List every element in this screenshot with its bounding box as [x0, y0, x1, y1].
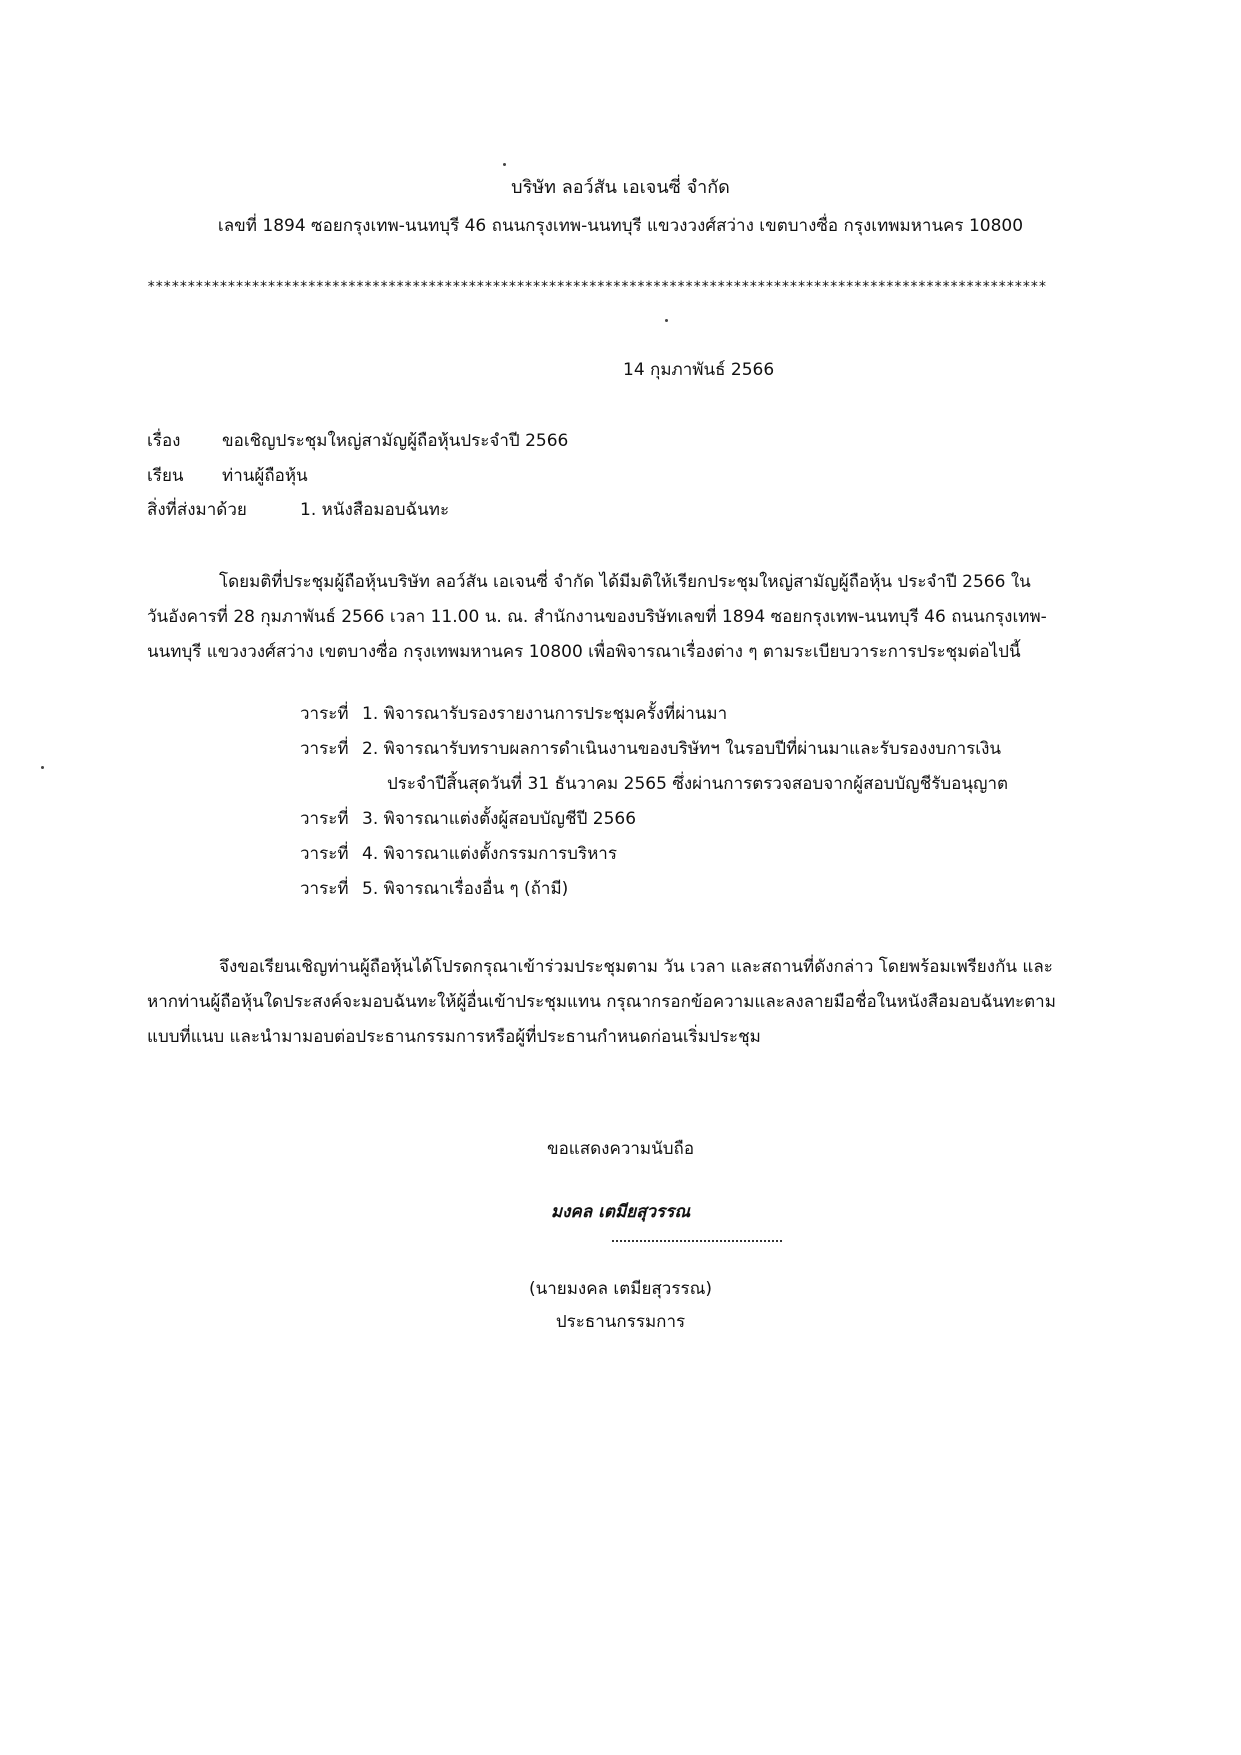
agenda-text: 5. พิจารณาเรื่องอื่น ๆ (ถ้ามี): [362, 879, 569, 899]
scan-speck: [41, 766, 44, 769]
intro-paragraph: [147, 565, 1157, 670]
agenda-item: [300, 802, 1130, 837]
invitation-line: หากท่านผู้ถือหุ้นใดประสงค์จะมอบฉันทะให้ผู้อื่นเข้าประชุมแทน กรุณากรอกข้อความและลงลายมือชื่อในหนังสือมอบฉันทะตาม: [147, 992, 1056, 1012]
agenda-label: วาระที่: [300, 844, 349, 864]
agenda-label: วาระที่: [300, 879, 349, 899]
scan-speck: [503, 163, 506, 166]
agenda-text: 4. พิจารณาแต่งตั้งกรรมการบริหาร: [362, 844, 617, 864]
recipient-label: เรียน: [147, 466, 184, 486]
intro-line: โดยมติที่ประชุมผู้ถือหุ้นบริษัท ลอว์สัน เอเจนซี่ จำกัด ได้มีมติให้เรียกประชุมใหญ่สามัญผู้ถือหุ้น ประจำปี 2566 ใน: [219, 572, 1031, 592]
signature: มงคล เตมียสุวรรณ: [550, 1202, 691, 1222]
agenda-label: วาระที่: [300, 704, 349, 724]
agenda-list: [300, 697, 1130, 907]
intro-line: นนทบุรี แขวงวงศ์สว่าง เขตบางซื่อ กรุงเทพมหานคร 10800 เพื่อพิจารณาเรื่องต่าง ๆ ตามระเบียบวาระการประชุมต่อไปนี้: [147, 642, 1021, 662]
intro-line: วันอังคารที่ 28 กุมภาพันธ์ 2566 เวลา 11.00 น. ณ. สำนักงานของบริษัทเลขที่ 1894 ซอยกรุงเทพ-นนทบุรี 46 ถนนกรุงเทพ-: [147, 607, 1047, 627]
signatory-title: ประธานกรรมการ: [555, 1312, 686, 1332]
agenda-item: [300, 697, 1130, 732]
agenda-item: [300, 732, 1130, 802]
invitation-paragraph: [147, 950, 1157, 1055]
subject-label: เรื่อง: [147, 431, 181, 451]
enclosure-label: สิ่งที่ส่งมาด้วย: [147, 500, 247, 520]
signatory-name: (นายมงคล เตมียสุวรรณ): [528, 1279, 713, 1299]
letter-date: 14 กุมภาพันธ์ 2566: [623, 360, 775, 380]
subject-text: ขอเชิญประชุมใหญ่สามัญผู้ถือหุ้นประจำปี 2566: [222, 431, 569, 451]
agenda-text: 2. พิจารณารับทราบผลการดำเนินงานของบริษัทฯ ในรอบปีที่ผ่านมาและรับรองงบการเงิน: [362, 739, 1002, 759]
agenda-item: [300, 837, 1130, 872]
invitation-line: จึงขอเรียนเชิญท่านผู้ถือหุ้นได้โปรดกรุณาเข้าร่วมประชุมตาม วัน เวลา และสถานที่ดังกล่าว โดยพร้อมเพรียงกัน และ: [219, 957, 1053, 977]
scan-speck: [665, 319, 668, 322]
agenda-label: วาระที่: [300, 809, 349, 829]
agenda-continuation: ประจำปีสิ้นสุดวันที่ 31 ธันวาคม 2565 ซึ่งผ่านการตรวจสอบจากผู้สอบบัญชีรับอนุญาต: [387, 774, 1009, 794]
agenda-text: 1. พิจารณารับรองรายงานการประชุมครั้งที่ผ่านมา: [362, 704, 728, 724]
agenda-item: [300, 872, 1130, 907]
company-name: บริษัท ลอว์สัน เอเจนซี่ จำกัด: [511, 177, 730, 198]
invitation-line: แบบที่แนบ และนำมามอบต่อประธานกรรมการหรือผู้ที่ประธานกำหนดก่อนเริ่มประชุม: [147, 1027, 761, 1047]
closing-salutation: ขอแสดงความนับถือ: [546, 1139, 695, 1159]
agenda-label: วาระที่: [300, 739, 349, 759]
company-address: เลขที่ 1894 ซอยกรุงเทพ-นนทบุรี 46 ถนนกรุงเทพ-นนทบุรี แขวงวงศ์สว่าง เขตบางซื่อ กรุงเทพมหานคร 10800: [217, 216, 1024, 236]
signature-line: [612, 1240, 782, 1242]
agenda-text: 3. พิจารณาแต่งตั้งผู้สอบบัญชีปี 2566: [362, 809, 637, 829]
enclosure-text: 1. หนังสือมอบฉันทะ: [300, 500, 450, 520]
recipient-text: ท่านผู้ถือหุ้น: [222, 466, 308, 486]
separator-line: ****************************************************************************************************************: [147, 279, 1047, 295]
